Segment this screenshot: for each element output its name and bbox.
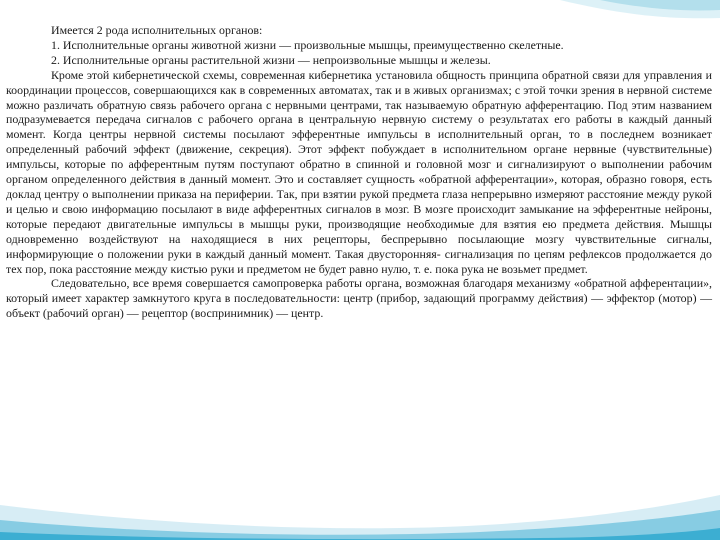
paragraph: 1. Исполнительные органы животной жизни — произвольные мышцы, преимущественно скелетные. xyxy=(51,37,564,52)
document-body xyxy=(6,23,712,321)
paragraph: Следовательно, все время совершается самопроверка работы органа, возможная благодаря механизму «обратной афферентации», который имеет характер замкнутого круга в последовательности: центр (прибор, задающий программу действия) — эффектор (мотор) — объект (рабочий орган) — рецептор (воспринимник) — центр. xyxy=(6,276,712,321)
paragraph: Кроме этой кибернетической схемы, современная кибернетика установила общность принципа обратной связи для управления и координации процессов, совершающихся как в современных автоматах, так и в живых организмах; с этой точки зрения в нервной системе можно различать обратную связь рабочего органа с нервными центрами, так называемую обратную афферентацию. Под этим названием подразумевается передача сигналов с рабочего органа в центральную нервную систему о результатах его работы в каждый данный момент. Когда центры нервной системы посылают эфферентные импульсы в исполнительный орган, то в последнем возникает определенный рабочий эффект (движение, секреция). Этот эффект побуждает в исполнительном органе нервные (чувствительные) импульсы, которые по афферентным путям поступают обратно в спинной и головной мозг и сигнализируют о выполнении рабочим органом определенного действия в данный момент. Это и составляет сущность «обратной афферентации», которая, образно говоря, есть доклад центру о выполнении приказа на периферии. Так, при взятии рукой предмета глаза непрерывно измеряют расстояние между рукой и целью и свою информацию посылают в виде афферентных сигналов в мозг. В мозге происходит замыкание на эфферентные нейроны, которые передают двигательные импульсы в мышцы руки, производящие необходимые для взятия ею предмета действия. Мышцы одновременно воздействуют на находящиеся в них рецепторы, беспрерывно посылающие мозгу чувствительные сигналы, информирующие о положении руки в каждый данный момент. Такая двусторонняя- сигнализация по цепям рефлексов продолжается до тех пор, пока расстояние между кистью руки и предметом не будет равно нулю, т. е. пока рука не возьмет предмет. xyxy=(6,67,712,276)
paragraph: 2. Исполнительные органы растительной жизни — непроизвольные мышцы и железы. xyxy=(51,52,491,67)
paragraph: Имеется 2 рода исполнительных органов: xyxy=(51,23,263,37)
